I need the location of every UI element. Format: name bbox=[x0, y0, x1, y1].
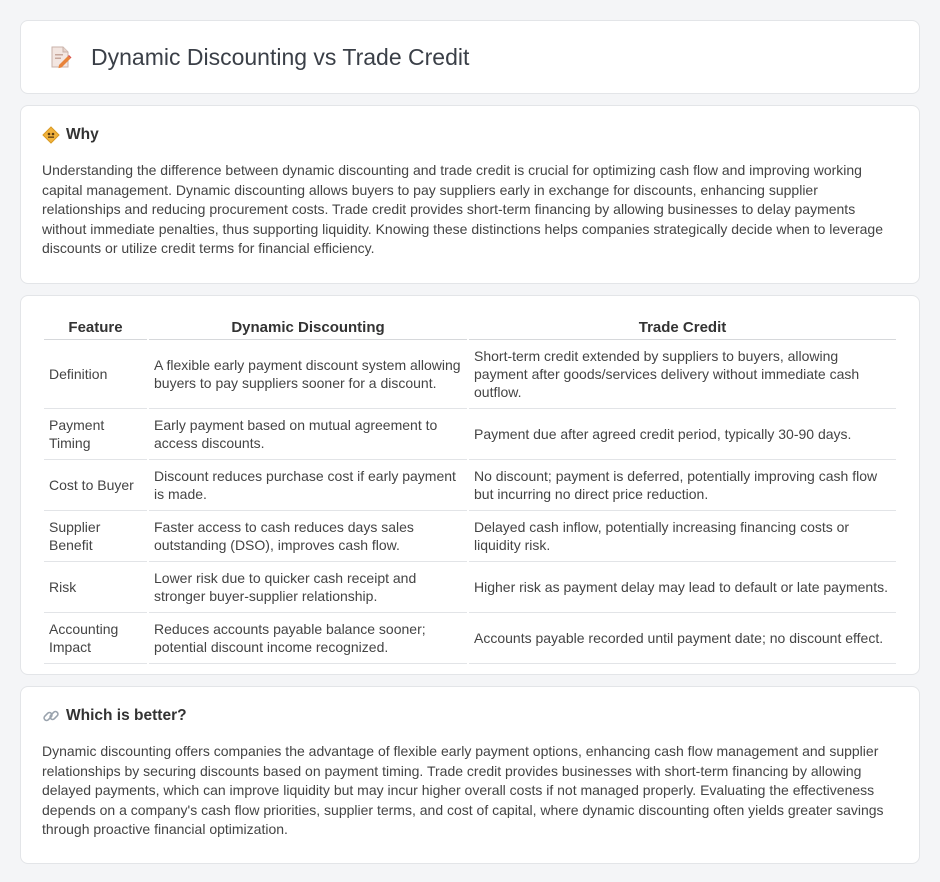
table-row bbox=[44, 409, 896, 460]
dynamic-discounting-cell: Faster access to cash reduces days sales outstanding (DSO), improves cash flow. bbox=[149, 511, 467, 562]
table-header-row bbox=[44, 315, 896, 340]
better-text: Dynamic discounting offers companies the advantage of flexible early payment options, enhancing cash flow management and supplier relationships by securing discounts based on payment timing. Trade credit provides businesses with short-term financing by allowing delayed payments, which can improve liquidity but may incur higher overall costs if not managed properly. Evaluating the effectiveness depends on a company's cash flow priorities, supplier terms, and cost of capital, where dynamic discounting often yields greater savings through proactive financial optimization. bbox=[42, 743, 884, 838]
feature-cell: Payment Timing bbox=[44, 409, 147, 460]
dynamic-discounting-cell: Reduces accounts payable balance sooner; potential discount income recognized. bbox=[149, 613, 467, 664]
table-row bbox=[44, 511, 896, 562]
feature-cell: Accounting Impact bbox=[44, 613, 147, 664]
dynamic-discounting-cell: A flexible early payment discount system allowing buyers to pay suppliers sooner for a discount. bbox=[149, 340, 467, 409]
title-card bbox=[20, 20, 920, 94]
why-section bbox=[20, 105, 920, 284]
which-is-better-section bbox=[20, 686, 920, 864]
feature-cell: Cost to Buyer bbox=[44, 460, 147, 511]
diamond-sign-icon bbox=[42, 126, 60, 144]
link-icon bbox=[42, 707, 60, 725]
dynamic-discounting-cell: Lower risk due to quicker cash receipt and stronger buyer-supplier relationship. bbox=[149, 562, 467, 613]
document-pencil-icon bbox=[47, 44, 73, 70]
trade-credit-cell: Higher risk as payment delay may lead to default or late payments. bbox=[469, 562, 896, 613]
table-row bbox=[44, 613, 896, 664]
header-feature: Feature bbox=[44, 315, 147, 340]
header-trade-credit: Trade Credit bbox=[469, 315, 896, 340]
better-header bbox=[42, 707, 898, 725]
better-heading: Which is better? bbox=[66, 707, 187, 724]
dynamic-discounting-cell: Early payment based on mutual agreement to access discounts. bbox=[149, 409, 467, 460]
table-row bbox=[44, 460, 896, 511]
trade-credit-cell: No discount; payment is deferred, potentially improving cash flow but incurring no direct price reduction. bbox=[469, 460, 896, 511]
comparison-table bbox=[42, 315, 898, 664]
trade-credit-cell: Payment due after agreed credit period, typically 30-90 days. bbox=[469, 409, 896, 460]
table-row bbox=[44, 562, 896, 613]
trade-credit-cell: Short-term credit extended by suppliers to buyers, allowing payment after goods/services delivery without immediate cash outflow. bbox=[469, 340, 896, 409]
why-text: Understanding the difference between dynamic discounting and trade credit is crucial for optimizing cash flow and improving working capital management. Dynamic discounting allows buyers to pay suppliers early in exchange for discounts, enhancing supplier relationships and reducing procurement costs. Trade credit provides short-term financing by allowing businesses to delay payments without immediate penalties, thus supporting liquidity. Knowing these distinctions helps companies strategically decide when to leverage discounts or utilize credit terms for financial efficiency. bbox=[42, 162, 883, 257]
feature-cell: Risk bbox=[44, 562, 147, 613]
comparison-section bbox=[20, 295, 920, 675]
why-heading: Why bbox=[66, 126, 99, 143]
feature-cell: Supplier Benefit bbox=[44, 511, 147, 562]
feature-cell: Definition bbox=[44, 340, 147, 409]
table-row bbox=[44, 340, 896, 409]
header-dynamic-discounting: Dynamic Discounting bbox=[149, 315, 467, 340]
trade-credit-cell: Accounts payable recorded until payment date; no discount effect. bbox=[469, 613, 896, 664]
page-title: Dynamic Discounting vs Trade Credit bbox=[91, 43, 470, 70]
dynamic-discounting-cell: Discount reduces purchase cost if early payment is made. bbox=[149, 460, 467, 511]
why-header bbox=[42, 126, 898, 144]
trade-credit-cell: Delayed cash inflow, potentially increasing financing costs or liquidity risk. bbox=[469, 511, 896, 562]
